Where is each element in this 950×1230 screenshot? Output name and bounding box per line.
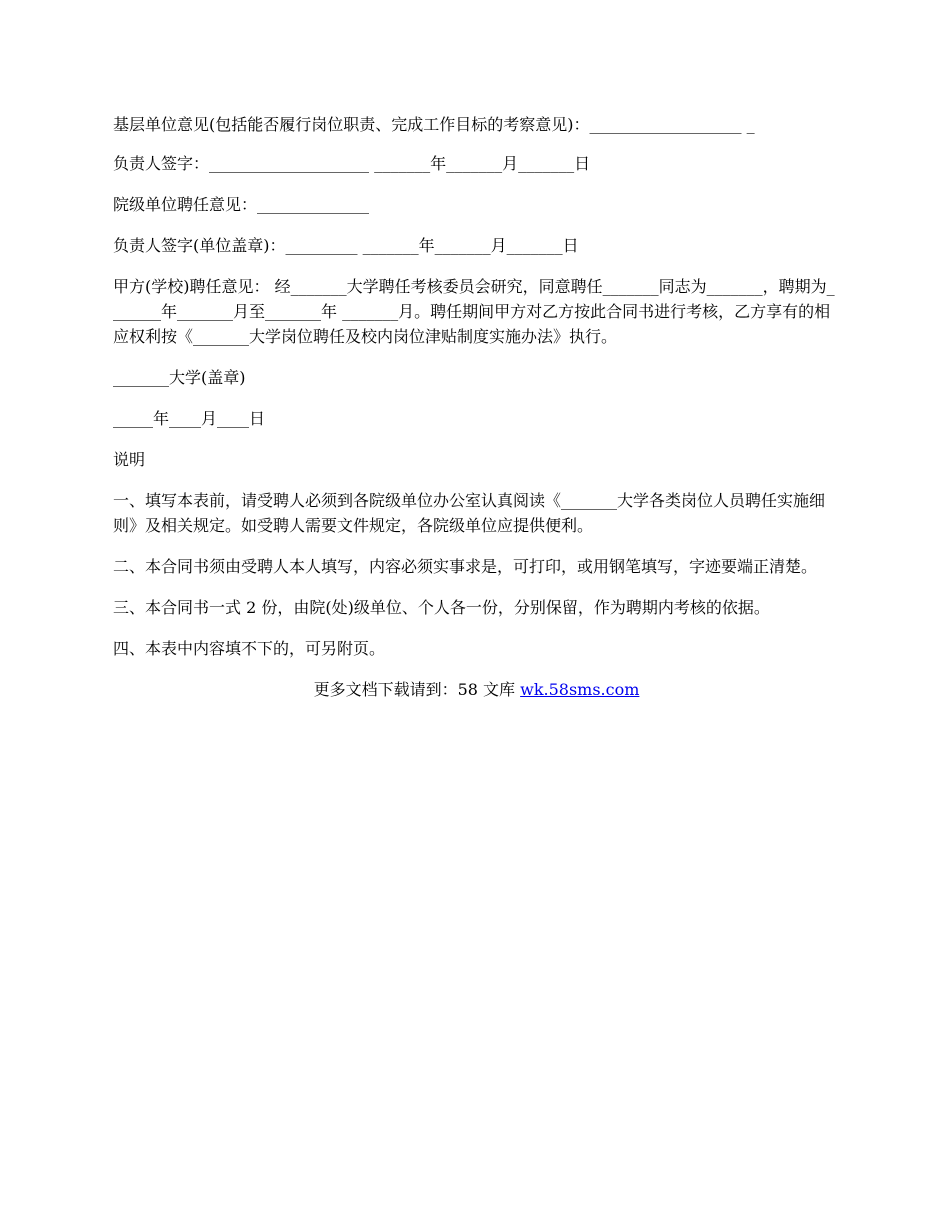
college-opinion-line: 院级单位聘任意见：______________	[113, 195, 370, 214]
signature-date-line-2: 负责人签字(单位盖章)：_________ _______年_______月_______日	[113, 236, 579, 255]
download-footer	[113, 677, 840, 702]
note-item-4: 四、本表中内容填不下的，可另附页。	[113, 639, 386, 658]
note-item-2: 二、本合同书须由受聘人本人填写，内容必须实事求是，可打印，或用钢笔填写，字迹要端正清楚。	[113, 557, 818, 576]
notes-heading: 说明	[113, 450, 146, 469]
footer-link[interactable]: wk.58sms.com	[520, 680, 640, 699]
note-item-1: 一、填写本表前，请受聘人必须到各院级单位办公室认真阅读《_______大学各类岗位人员聘任实施细则》及相关规定。如受聘人需要文件规定，各院级单位应提供便利。	[113, 491, 826, 535]
footer-prefix: 更多文档下载请到：58 文库	[313, 680, 521, 699]
grassroots-opinion-line: 基层单位意见(包括能否履行岗位职责、完成工作目标的考察意见)：___________________ _	[113, 115, 755, 134]
seal-date-line: _____年____月____日	[113, 409, 266, 428]
document-page	[113, 112, 840, 702]
note-item-3: 三、本合同书一式 2 份，由院(处)级单位、个人各一份，分别保留，作为聘期内考核的依据。	[113, 598, 770, 617]
signature-date-line-1: 负责人签字：____________________ _______年_______月_______日	[113, 154, 591, 173]
university-seal-line: _______大学(盖章)	[113, 368, 246, 387]
party-a-opinion-paragraph: 甲方(学校)聘任意见： 经_______大学聘任考核委员会研究，同意聘任_______同志为_______，聘期为_______年_______月至_______年 _______月。聘任期间甲方对乙方按此合同书进行考核，乙方享有的相应权利按《_______大学岗位聘任及校内岗位津贴制度实施办法》执行。	[113, 277, 835, 346]
